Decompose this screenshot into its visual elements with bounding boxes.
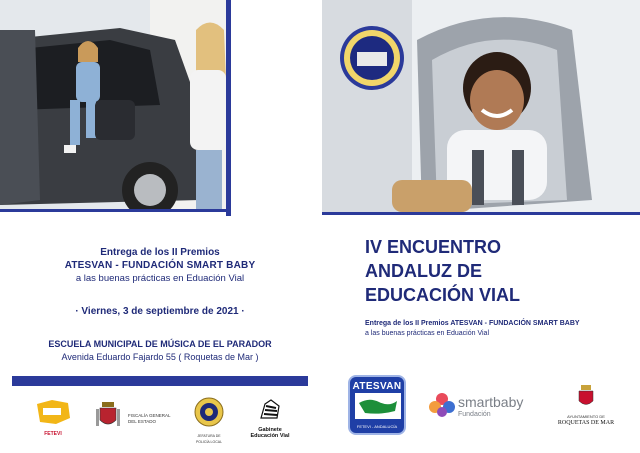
smartbaby-word-1: smart — [458, 394, 493, 410]
left-awards-title: ATESVAN - FUNDACIÓN SMART BABY — [64, 260, 256, 271]
left-intro-line: Entrega de los II Premios — [100, 247, 220, 258]
photo-left-accent-bar — [226, 0, 231, 216]
fiscalia-line-1: FISCALÍA GENERAL — [128, 413, 171, 418]
atesvan-label: ATESVAN — [352, 381, 402, 392]
crown-shield-icon — [577, 385, 595, 409]
title-line-3: EDUCACIÓN VIAL — [365, 285, 521, 305]
photo-car-girl — [0, 0, 226, 212]
zebra-icon — [257, 398, 283, 422]
gabinete-line-1: Gabinete — [258, 427, 282, 433]
event-date: · Viernes, 3 de septiembre de 2021 · — [75, 306, 245, 317]
fetevi-label: FETEVI — [44, 431, 62, 437]
fiscalia-line-2: DEL ESTADO — [128, 419, 157, 424]
right-subtitle-line-1: Entrega de los II Premios ATESVAN - FUNDACIÓN SMART BABY — [365, 320, 580, 327]
ayuntamiento-line-1: AYUNTAMIENTO DE — [567, 414, 605, 419]
photo-boy-carseat — [322, 0, 640, 212]
atesvan-sub-label: FETEVI - ANDALUCÍA — [356, 424, 398, 429]
photo-right-accent-bar — [322, 212, 640, 215]
smartbaby-logo — [428, 390, 538, 426]
right-subtitle-line-2: a las buenas prácticas en Eduación Vial — [365, 330, 490, 337]
gabinete-logo — [248, 398, 292, 440]
boy-scene-illustration — [322, 0, 640, 212]
venue-address: Avenida Eduardo Fajardo 55 ( Roquetas de Mar ) — [61, 352, 259, 362]
ayuntamiento-logo — [556, 385, 616, 431]
coat-of-arms-icon — [95, 400, 125, 430]
ayuntamiento-line-2: ROQUETAS DE MAR — [557, 420, 615, 426]
left-awards-subtitle: a las buenas prácticas en Eduación Vial — [75, 273, 245, 284]
atesvan-logo — [348, 375, 406, 435]
smartbaby-wordmark — [458, 394, 523, 410]
car-scene-illustration — [0, 0, 226, 212]
fiscalia-label — [128, 413, 178, 425]
venue-name: ESCUELA MUNICIPAL DE MÚSICA DE EL PARADOR — [48, 339, 272, 349]
gabinete-line-2: Educación Vial — [250, 433, 290, 439]
smartbaby-word-2: baby — [493, 394, 524, 410]
policia-local-logo — [190, 396, 228, 444]
policia-label: JEFATURA DE POLICÍA LOCAL — [195, 434, 223, 444]
police-badge-icon — [194, 396, 224, 428]
title-line-2: ANDALUZ DE — [365, 261, 482, 281]
smartbaby-fundacion: Fundación — [458, 411, 491, 418]
spain-map-icon — [34, 398, 72, 426]
left-bottom-band — [12, 376, 308, 386]
flower-icon — [428, 392, 456, 418]
fetevi-logo — [34, 398, 72, 438]
title-line-1: IV ENCUENTRO — [365, 237, 502, 257]
andalucia-map-icon — [355, 393, 401, 419]
